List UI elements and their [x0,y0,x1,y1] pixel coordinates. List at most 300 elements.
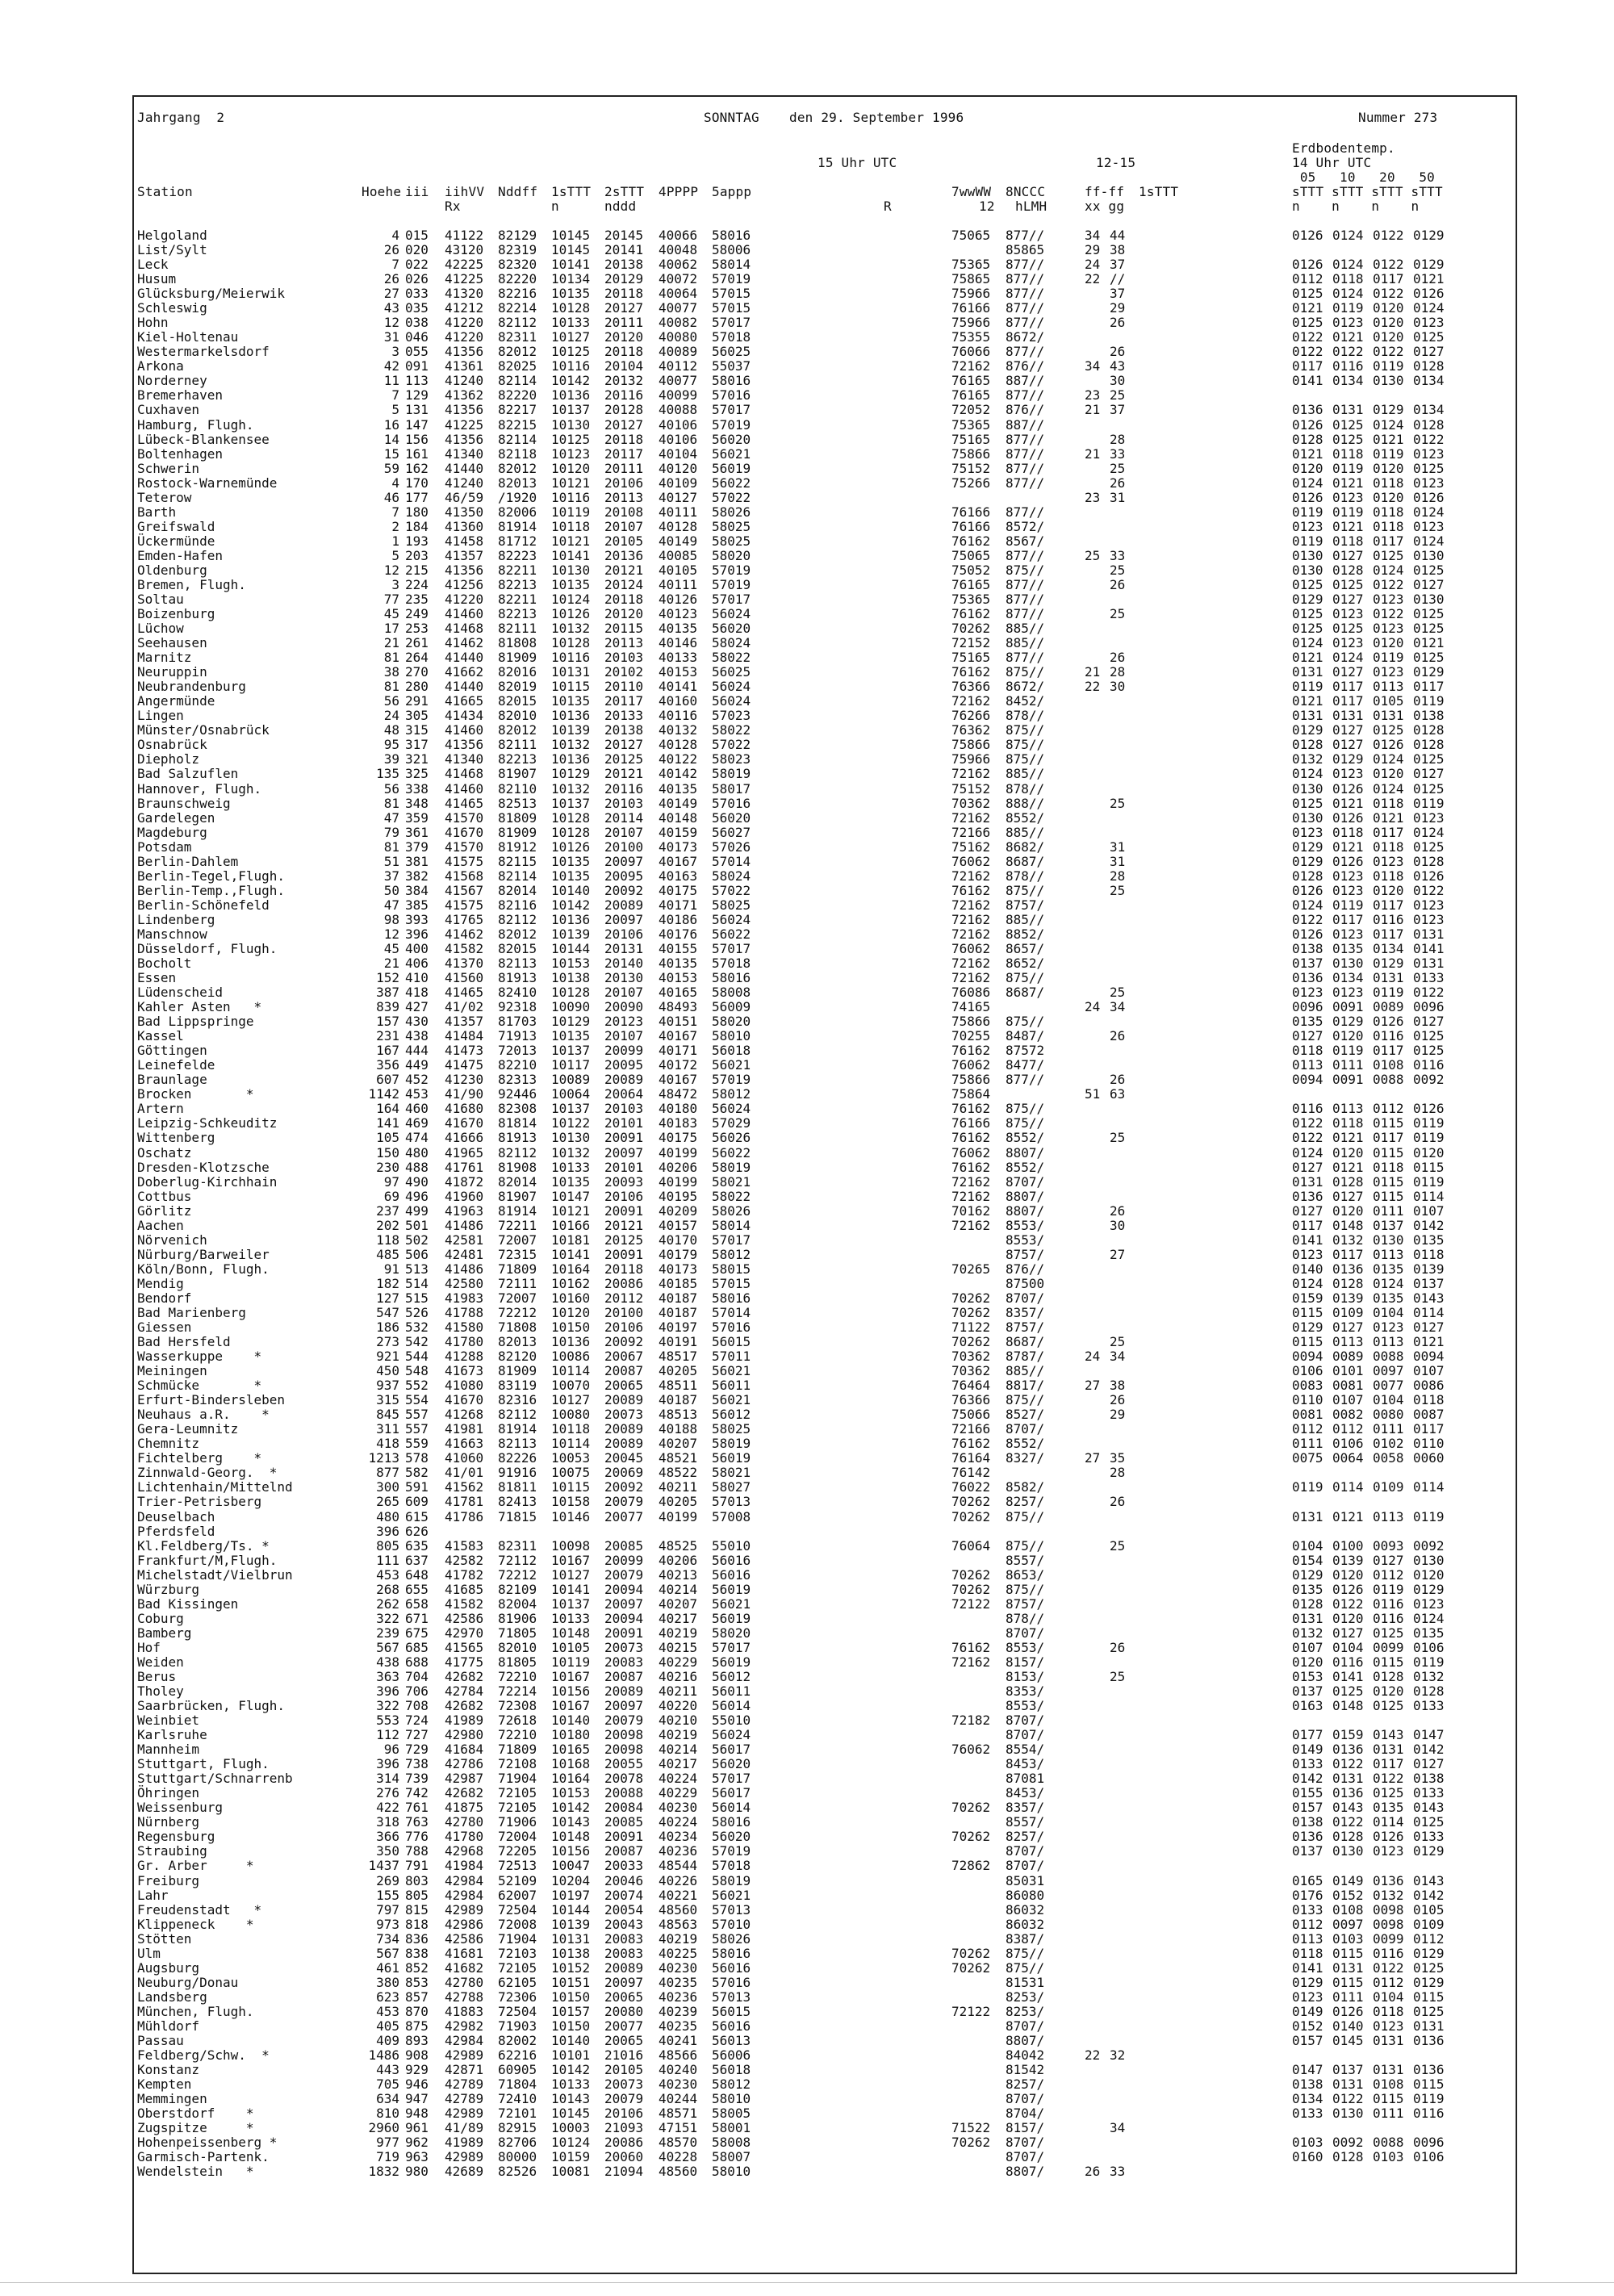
cell-group-8nccc: 8253/ [1006,1989,1045,2005]
cell-group-4pppp: 40244 [659,2091,698,2107]
cell-soil-50: 0134 [1413,373,1445,389]
cell-height: 937 [376,1378,399,1394]
cell-group-5appp: 56019 [712,1581,751,1597]
cell-soil-50: 0112 [1413,1930,1445,1947]
cell-iii: 170 [405,475,429,491]
cell-group-1sttt: 10153 [551,1785,591,1801]
cell-group-7wwww: 75365 [951,416,991,433]
cell-nddff: 82012 [498,344,537,360]
cell-station-name: Hof [137,1639,161,1655]
cell-soil-20: 0115 [1373,1115,1404,1131]
cell-height: 262 [376,1595,399,1612]
cell-group-5appp: 57019 [712,271,751,287]
cell-soil-50: 0128 [1413,737,1445,753]
cell-soil-05: 0155 [1292,1785,1323,1801]
cell-group-7wwww: 75355 [951,329,991,345]
cell-ff-2: 26 [1110,650,1126,666]
cell-group-1sttt: 10125 [551,344,591,360]
cell-group-4pppp: 40128 [659,518,698,534]
cell-group-2sttt: 20065 [604,2032,644,2048]
cell-iii: 675 [405,1625,429,1641]
cell-group-5appp: 58026 [712,1930,751,1947]
cell-station-name: Freudenstadt * [137,1901,262,1918]
cell-group-2sttt: 20095 [604,1057,644,1073]
cell-soil-10: 0131 [1332,402,1364,418]
cell-soil-50: 0133 [1413,1698,1445,1714]
cell-soil-05: 0154 [1292,1552,1323,1568]
cell-group-4pppp: 40163 [659,868,698,884]
cell-soil-20: 0098 [1373,1901,1404,1918]
cell-soil-10: 0123 [1332,315,1364,331]
cell-iii: 264 [405,650,429,666]
cell-soil-20: 0119 [1373,650,1404,666]
cell-group-1sttt: 10148 [551,1625,591,1641]
cell-group-2sttt: 20079 [604,2091,644,2107]
cell-iii: 270 [405,664,429,680]
cell-group-2sttt: 20110 [604,679,644,695]
cell-group-4pppp: 48566 [659,2047,698,2063]
cell-soil-05: 0129 [1292,592,1323,607]
cell-iii: 542 [405,1334,429,1350]
cell-soil-10: 0100 [1332,1537,1364,1554]
cell-group-5appp: 57017 [712,1639,751,1655]
cell-group-5appp: 56022 [712,926,751,942]
cell-soil-20: 0113 [1373,1508,1404,1524]
cell-soil-05: 0122 [1292,1115,1323,1131]
cell-height: 269 [376,1872,399,1888]
cell-nddff: 82013 [498,1334,537,1350]
cell-soil-10: 0117 [1332,1246,1364,1262]
cell-station-name: Bremen, Flugh. [137,576,246,592]
cell-group-5appp: 56016 [712,1566,751,1583]
cell-group-7wwww: 70262 [951,1290,991,1306]
cell-soil-20: 0118 [1373,795,1404,811]
cell-iihvv: 41320 [445,286,484,302]
cell-group-1sttt: 10115 [551,1479,591,1495]
cell-iihvv: 41288 [445,1349,484,1365]
cell-soil-05: 0125 [1292,576,1323,592]
cell-iii: 548 [405,1363,429,1379]
cell-station-name: Lüchow [137,621,184,637]
cell-nddff: 71904 [498,1930,537,1947]
cell-nddff: 82319 [498,242,537,258]
cell-iii: 452 [405,1072,429,1088]
cell-station-name: Rostock-Warnemünde [137,475,278,491]
cell-soil-10: 0127 [1332,547,1364,563]
cell-station-name: Straubing [137,1843,207,1859]
cell-group-5appp: 58008 [712,2135,751,2151]
cell-soil-10: 0121 [1332,475,1364,491]
cell-soil-50: 0129 [1413,257,1445,273]
cell-nddff: 92446 [498,1086,537,1102]
cell-group-7wwww: 75864 [951,1086,991,1102]
cell-group-1sttt: 10047 [551,1858,591,1874]
cell-group-1sttt: 10133 [551,1159,591,1175]
cell-soil-10: 0131 [1332,2076,1364,2093]
cell-group-4pppp: 40170 [659,1232,698,1248]
cell-group-1sttt: 10136 [551,387,591,404]
cell-soil-20: 0112 [1373,1566,1404,1583]
cell-group-4pppp: 40199 [659,1144,698,1161]
cell-group-2sttt: 20140 [604,956,644,971]
cell-soil-05: 0147 [1292,2062,1323,2078]
cell-group-5appp: 57018 [712,956,751,971]
cell-soil-10: 0130 [1332,2106,1364,2122]
cell-group-1sttt: 10137 [551,1595,591,1612]
cell-soil-05: 0136 [1292,1188,1323,1204]
cell-height: 26 [383,271,399,287]
cell-soil-05: 0128 [1292,737,1323,753]
cell-iihvv: 41582 [445,1595,484,1612]
cell-group-4pppp: 40120 [659,460,698,476]
cell-iii: 338 [405,780,429,797]
cell-ff-2: 38 [1110,1378,1126,1394]
cell-group-8nccc: 877// [1006,315,1045,331]
cell-iihvv: 41220 [445,315,484,331]
cell-soil-20: 0124 [1373,751,1404,767]
cell-group-4pppp: 40082 [659,315,698,331]
cell-soil-05: 0124 [1292,635,1323,651]
cell-soil-10: 0123 [1332,489,1364,505]
cell-nddff: 82311 [498,1537,537,1554]
cell-group-4pppp: 40157 [659,1217,698,1233]
cell-soil-05: 0107 [1292,1639,1323,1655]
cell-soil-50: 0142 [1413,1217,1445,1233]
cell-group-4pppp: 40077 [659,373,698,389]
cell-group-8nccc: 8687/ [1006,985,1045,1001]
cell-iii: 361 [405,824,429,840]
cell-iii: 438 [405,1028,429,1044]
cell-iihvv: 41220 [445,329,484,345]
cell-group-7wwww: 76066 [951,344,991,360]
cell-station-name: Braunlage [137,1072,207,1088]
cell-soil-05: 0127 [1292,1028,1323,1044]
cell-soil-05: 0115 [1292,1334,1323,1350]
cell-group-1sttt: 10160 [551,1290,591,1306]
cell-group-7wwww: 76162 [951,1639,991,1655]
cell-group-4pppp: 40228 [659,2149,698,2165]
hlmh-col-header: hLMH [1015,199,1047,214]
cell-height: 705 [376,2076,399,2093]
cell-soil-20: 0120 [1373,315,1404,331]
cell-group-5appp: 56015 [712,2003,751,2019]
cell-group-5appp: 57014 [712,853,751,869]
cell-soil-20: 0117 [1373,824,1404,840]
cell-group-7wwww: 75152 [951,780,991,797]
cell-soil-50: 0123 [1413,911,1445,927]
cell-station-name: Hamburg, Flugh. [137,416,254,433]
cell-ff-2: 26 [1110,344,1126,360]
cell-height: 127 [376,1290,399,1306]
cell-soil-50: 0115 [1413,1989,1445,2005]
cell-iii: 496 [405,1188,429,1204]
cell-group-4pppp: 40080 [659,329,698,345]
cell-iii: 384 [405,882,429,898]
cell-soil-20: 0093 [1373,1537,1404,1554]
cell-group-1sttt: 10126 [551,606,591,622]
cell-soil-05: 0123 [1292,1246,1323,1262]
obs-time-heading: 15 Uhr UTC [817,155,897,170]
cell-group-2sttt: 20064 [604,1086,644,1102]
cell-group-5appp: 57013 [712,1901,751,1918]
cell-station-name: Hohn [137,315,169,331]
cell-group-1sttt: 10127 [551,1392,591,1408]
cell-height: 105 [376,1130,399,1146]
cell-iii: 559 [405,1436,429,1452]
cell-iii: 444 [405,1043,429,1059]
cell-station-name: Teterow [137,489,192,505]
cell-nddff: 71815 [498,1508,537,1524]
cell-nddff: 81909 [498,650,537,666]
cell-group-7wwww: 72162 [951,1217,991,1233]
cell-soil-50: 0060 [1413,1450,1445,1466]
cell-nddff: 72004 [498,1829,537,1845]
cell-iii: 739 [405,1771,429,1787]
cell-soil-10: 0129 [1332,751,1364,767]
cell-group-1sttt: 10141 [551,1581,591,1597]
cell-group-8nccc: 888// [1006,795,1045,811]
cell-soil-50: 0096 [1413,2135,1445,2151]
cell-soil-10: 0122 [1332,2091,1364,2107]
cell-soil-50: 0125 [1413,1814,1445,1830]
cell-group-2sttt: 20080 [604,2003,644,2019]
cell-group-5appp: 55037 [712,358,751,374]
cell-group-5appp: 58022 [712,1188,751,1204]
cell-nddff: 72315 [498,1246,537,1262]
cell-soil-20: 0104 [1373,1304,1404,1320]
cell-soil-10: 0124 [1332,650,1364,666]
cell-soil-05: 0123 [1292,518,1323,534]
cell-group-2sttt: 20098 [604,1727,644,1743]
cell-group-7wwww: 76162 [951,533,991,549]
cell-group-4pppp: 40175 [659,882,698,898]
cell-iihvv: 41682 [445,1959,484,1976]
cell-group-2sttt: 20111 [604,460,644,476]
cell-iii: 396 [405,926,429,942]
cell-iihvv: 41460 [445,722,484,738]
cell-soil-05: 0075 [1292,1450,1323,1466]
cell-group-7wwww: 76166 [951,300,991,316]
cell-group-4pppp: 48521 [659,1450,698,1466]
cell-ff-2: 25 [1110,1537,1126,1554]
cell-iihvv: 42481 [445,1246,484,1262]
cell-soil-50: 0132 [1413,1668,1445,1684]
cell-ff-1: 29 [1085,242,1101,258]
cell-nddff: 81909 [498,824,537,840]
cell-height: 547 [376,1304,399,1320]
cell-height: 141 [376,1115,399,1131]
cell-iii: 635 [405,1537,429,1554]
cell-nddff: 82113 [498,956,537,971]
cell-soil-50: 0127 [1413,1014,1445,1030]
cell-soil-50: 0118 [1413,1246,1445,1262]
cell-group-8nccc: 885// [1006,635,1045,651]
cell-iii: 706 [405,1683,429,1699]
cell-station-name: Bad Marienberg [137,1304,246,1320]
cell-group-2sttt: 21094 [604,2164,644,2180]
cell-group-7wwww: 76165 [951,373,991,389]
cell-group-1sttt: 10003 [551,2120,591,2136]
cell-group-7wwww: 75966 [951,315,991,331]
cell-iii: 506 [405,1246,429,1262]
cell-iii: 033 [405,286,429,302]
cell-soil-20: 0126 [1373,737,1404,753]
cell-soil-10: 0118 [1332,445,1364,462]
cell-nddff: 81913 [498,970,537,986]
cell-soil-20: 0111 [1373,1421,1404,1437]
cell-soil-10: 0114 [1332,1479,1364,1495]
cell-iihvv: 41666 [445,1130,484,1146]
cell-group-5appp: 58024 [712,868,751,884]
cell-soil-20: 0122 [1373,1771,1404,1787]
cell-height: 719 [376,2149,399,2165]
cell-soil-50: 0126 [1413,1101,1445,1117]
cell-iii: 501 [405,1217,429,1233]
cell-iihvv: 42789 [445,2091,484,2107]
cell-group-1sttt: 10135 [551,1028,591,1044]
cell-iihvv: 41680 [445,1101,484,1117]
cell-group-5appp: 56022 [712,1144,751,1161]
cell-station-name: Dresden-Klotzsche [137,1159,270,1175]
cell-station-name: Frankfurt/M,Flugh. [137,1552,278,1568]
cell-height: 438 [376,1654,399,1670]
cell-group-2sttt: 20103 [604,1101,644,1117]
cell-iihvv: 42786 [445,1756,484,1772]
cell-soil-05: 0126 [1292,416,1323,433]
cell-group-5appp: 57016 [712,795,751,811]
cell-group-4pppp: 48560 [659,2164,698,2180]
cell-soil-05: 0137 [1292,1843,1323,1859]
cell-soil-50: 0128 [1413,722,1445,738]
cell-group-5appp: 58024 [712,635,751,651]
cell-soil-05: 0138 [1292,940,1323,956]
cell-station-name: Neubrandenburg [137,679,246,695]
cell-group-5appp: 58019 [712,1159,751,1175]
cell-group-4pppp: 40187 [659,1304,698,1320]
cell-station-name: Zugspitze * [137,2120,254,2136]
cell-soil-20: 0125 [1373,722,1404,738]
cell-group-2sttt: 20087 [604,1363,644,1379]
cell-group-2sttt: 20092 [604,1479,644,1495]
cell-group-1sttt: 10139 [551,722,591,738]
cell-group-1sttt: 10142 [551,2062,591,2078]
cell-nddff: 72212 [498,1304,537,1320]
cell-group-1sttt: 10080 [551,1407,591,1423]
cell-soil-05: 0094 [1292,1072,1323,1088]
cell-height: 409 [376,2032,399,2048]
cell-soil-10: 0123 [1332,926,1364,942]
cell-nddff: 82112 [498,1144,537,1161]
cell-group-5appp: 56020 [712,431,751,447]
cell-group-5appp: 57010 [712,1916,751,1932]
cell-station-name: Berlin-Schönefeld [137,897,270,913]
cell-soil-10: 0129 [1332,1014,1364,1030]
cell-height: 405 [376,2018,399,2034]
cell-ff-1: 24 [1085,257,1101,273]
cell-soil-05: 0122 [1292,344,1323,360]
cell-nddff: 71809 [498,1742,537,1758]
cell-soil-10: 0101 [1332,1363,1364,1379]
cell-group-1sttt: 10130 [551,1130,591,1146]
cell-nddff: 81811 [498,1479,537,1495]
cell-group-7wwww: 76062 [951,1144,991,1161]
cell-group-2sttt: 20131 [604,940,644,956]
cell-soil-20: 0117 [1373,533,1404,549]
cell-group-7wwww: 76164 [951,1450,991,1466]
cell-group-4pppp: 40234 [659,1829,698,1845]
cell-soil-10: 0113 [1332,1334,1364,1350]
cell-soil-05: 0125 [1292,315,1323,331]
cell-group-4pppp: 40105 [659,562,698,578]
cell-group-5appp: 58021 [712,1465,751,1481]
cell-iihvv: 41775 [445,1654,484,1670]
cell-group-1sttt: 10132 [551,1144,591,1161]
cell-soil-10: 0125 [1332,576,1364,592]
cell-height: 157 [376,1014,399,1030]
cell-height: 231 [376,1028,399,1044]
cell-group-7wwww: 75866 [951,1072,991,1088]
cell-ff-2: 31 [1110,853,1126,869]
cell-iii: 836 [405,1930,429,1947]
cell-group-7wwww: 76162 [951,1130,991,1146]
cell-group-7wwww: 72162 [951,926,991,942]
cell-iihvv: 41665 [445,693,484,709]
cell-nddff: 72504 [498,1901,537,1918]
cell-height: 43 [383,300,399,316]
cell-iii: 791 [405,1858,429,1874]
cell-group-1sttt: 10145 [551,228,591,243]
cell-nddff: 71906 [498,1814,537,1830]
cell-group-4pppp: 40160 [659,693,698,709]
cell-group-5appp: 57015 [712,300,751,316]
cell-iii: 655 [405,1581,429,1597]
cell-nddff: 81913 [498,1130,537,1146]
cell-iii: 738 [405,1756,429,1772]
cell-group-4pppp: 40088 [659,402,698,418]
cell-iii: 685 [405,1639,429,1655]
cell-soil-50: 0133 [1413,970,1445,986]
cell-height: 38 [383,664,399,680]
cell-soil-10: 0127 [1332,1319,1364,1335]
cell-station-name: Pferdsfeld [137,1523,215,1539]
cell-soil-20: 0121 [1373,809,1404,826]
4pppp-col-header: 4PPPP [659,184,699,199]
cell-group-8nccc: 875// [1006,664,1045,680]
cell-group-1sttt: 10135 [551,868,591,884]
cell-group-8nccc: 875// [1006,1101,1045,1117]
cell-iihvv: 42970 [445,1625,484,1641]
cell-group-5appp: 58019 [712,1872,751,1888]
cell-group-4pppp: 40236 [659,1989,698,2005]
cell-group-2sttt: 20079 [604,1494,644,1510]
cell-nddff: 82316 [498,1392,537,1408]
cell-soil-05: 0160 [1292,2149,1323,2165]
cell-soil-05: 0121 [1292,445,1323,462]
cell-iihvv: 41981 [445,1421,484,1437]
cell-group-2sttt: 20127 [604,416,644,433]
5appp-col-header: 5appp [712,184,752,199]
cell-group-2sttt: 20127 [604,737,644,753]
cell-group-1sttt: 10164 [551,1261,591,1277]
cell-nddff: 82012 [498,926,537,942]
cell-group-8nccc: 8787/ [1006,1349,1045,1365]
cell-iii: 203 [405,547,429,563]
cell-group-5appp: 57017 [712,315,751,331]
cell-group-5appp: 56017 [712,1742,751,1758]
cell-iii: 131 [405,402,429,418]
cell-height: 45 [383,940,399,956]
cell-nddff: 81907 [498,1188,537,1204]
